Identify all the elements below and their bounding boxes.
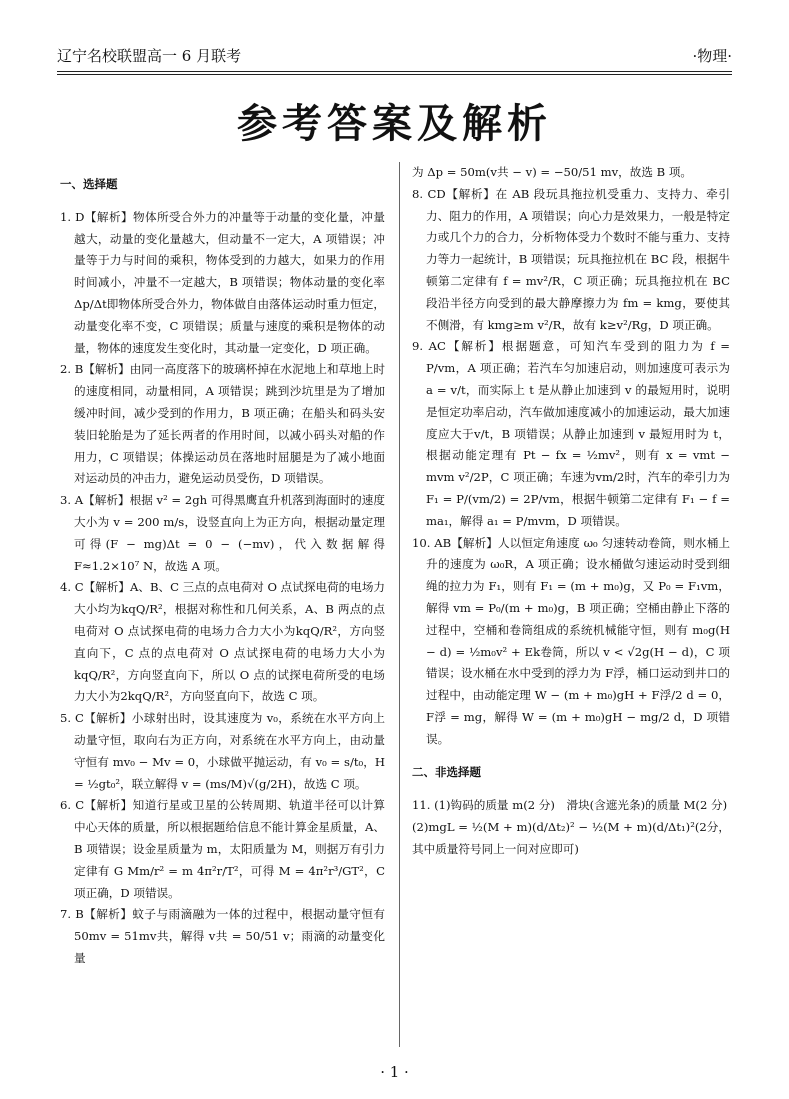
column-divider [399,162,400,1047]
right-column [412,162,730,861]
section-heading: 二、非选择题 [412,765,481,780]
answer-item: 8. CD【解析】在 AB 段玩具拖拉机受重力、支持力、牵引力、阻力的作用，A 项错误；向心力是效果力，一般是特定力或几个力的合力，分析物体受力个数时不能与重力、支持力等力一起统计，B 项错误；玩具拖拉机在 BC 段，根据牛顿第二定律有 f = mv²/R，C 项正确；玩具拖拉机在 BC 段沿半径方向受到的最大静摩擦力为 fm = kmg，要使其不侧滑，有 kmg≥m v²/R，故有 k≥v²/Rg，D 项正确。 [412,186,730,332]
header-rule-thin [57,74,732,75]
answer-item-line: (2)mgL = ½(M + m)(d/Δt₂)² − ½(M + m)(d/Δt₁)²(2分，其中质量符号同上一问对应即可) [412,820,730,856]
section-heading: 一、选择题 [60,176,118,191]
page-number: · 1 · [380,1063,409,1081]
answer-item: 11. (1)钩码的质量 m(2 分) 滑块(含遮光条)的质量 M(2 分) [412,798,728,813]
answer-item: 1. D【解析】物体所受合外力的冲量等于动量的变化量，冲量越大，动量的变化量越大，但动量不一定大，A 项错误；冲量等于力与时间的乘积，物体受到的力越大，如果力的作用时间减小，冲量不一定越大，B 项错误；物体动量的变化率Δp/Δt即物体所受合外力，物体做自由落体运动时重力恒定，动量变化率不变，C 项错误；质量与速度的乘积是物体的动量，物体的速度发生变化时，其动量一定变化，D 项正确。 [60,209,385,355]
answer-item: 7. B【解析】蚊子与雨滴融为一体的过程中，根据动量守恒有 50mv = 51mv共，解得 v共 = 50/51 v；雨滴的动量变化量 [60,907,385,965]
subject-label: ·物理· [692,47,732,65]
answer-item: 4. C【解析】A、B、C 三点的点电荷对 O 点试探电荷的电场力大小均为kqQ/R²，根据对称性和几何关系，A、B 两点的点电荷对 O 点试探电荷的电场力合力大小为kqQ/R²，方向竖直向下，C 点的点电荷对 O 点试探电荷的电场力大小为kqQ/R²，方向竖直向下，所以 O 点的试探电荷所受的电场力大小为2kqQ/R²，方向竖直向下，故选 C 项。 [60,580,386,704]
header-rule [57,71,732,72]
answer-item: 5. C【解析】小球射出时，设其速度为 v₀，系统在水平方向上动量守恒，取向右为正方向，对系统在水平方向上，由动量守恒有 mv₀ − Mv = 0，小球做平抛运动，有 v₀ = s/t₀，H = ½gt₀²，联立解得 v = (ms/M)√(g/2H)，故选 C 项。 [60,711,385,791]
answer-item: 2. B【解析】由同一高度落下的玻璃杯掉在水泥地上和草地上时的速度相同，动量相同，A 项错误；跳到沙坑里是为了增加缓冲时间，减少受到的作用力，B 项正确；在船头和码头安装旧轮胎是为了延长两者的作用时间，以减小码头对船的作用力，C 项错误；体操运动员在落地时屈腿是为了减小地面对运动员的冲击力，避免运动员受伤，D 项错误。 [60,362,385,486]
left-column [60,162,385,970]
answer-item: 10. AB【解析】人以恒定角速度 ω₀ 匀速转动卷筒，则水桶上升的速度为 ω₀R，A 项正确；设水桶做匀速运动时受到细绳的拉力为 F₁，则有 F₁ = (m + m₀)g，又 P₀ = F₁vm，解得 vm = P₀/(m + m₀)g，B 项正确；空桶由静止下落的过程中，空桶和卷筒组成的系统机械能守恒，则有 m₀g(H − d) = ½m₀v² + Ek卷筒，所以 v < √2g(H − d)，C 项错误；设水桶在水中受到的浮力为 F浮，桶口运动到井口的过程中，由动能定理 W − (m + m₀)gH + F浮/2 d = 0，F浮 = mg，解得 W = (m + m₀)gH − mg/2 d，D 项错误。 [412,535,730,746]
answer-continuation: 为 Δp = 50m(v共 − v) = −50/51 mv，故选 B 项。 [412,165,693,179]
answer-item: 6. C【解析】知道行星或卫星的公转周期、轨道半径可以计算中心天体的质量，所以根据题给信息不能计算金星质量，A、B 项错误；设金星质量为 m，太阳质量为 M，则据万有引力定律有 G Mm/r² = m 4π²r/T²，可得 M = 4π²r³/GT²，C 项正确，D 项错误。 [60,798,385,900]
page-title: 参考答案及解析 [237,101,552,147]
page-header [57,43,732,69]
answer-item: 9. AC【解析】根据题意，可知汽车受到的阻力为 f = P/vm，A 项正确；若汽车匀加速启动，则加速度可表示为 a = v/t，而实际上 t 是从静止加速到 v 的最短用时，说明是恒定功率启动，汽车做加速度减小的加速运动，最大加速度应大于v/t，B 项错误；从静止加速到 v 最短用时为 t，根据动能定理有 Pt − fx = ½mv²，则有 x = vmt − mvm v²/2P，C 项正确；车速为vm/2时，汽车的牵引力为 F₁ = P/(vm/2) = 2P/vm，根据牛顿第二定律有 F₁ − f = ma₁，解得 a₁ = P/mvm，D 项错误。 [412,339,730,528]
answer-item: 3. A【解析】根据 v² = 2gh 可得黑鹰直升机落到海面时的速度大小为 v = 200 m/s，设竖直向上为正方向，根据动量定理可得(F − mg)Δt = 0 − (−mv)，代入数据解得 F≈1.2×10⁷ N，故选 A 项。 [60,493,385,573]
exam-name: 辽宁名校联盟高一 6 月联考 [57,47,242,65]
